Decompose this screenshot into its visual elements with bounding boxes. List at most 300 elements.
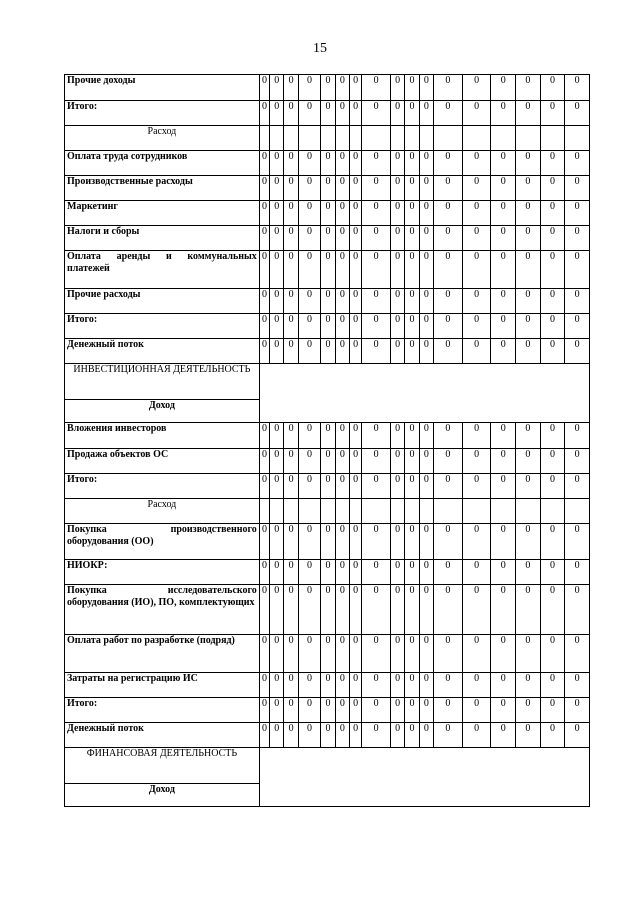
- value-cell: 0: [516, 524, 541, 560]
- value-cell: 0: [565, 314, 590, 339]
- value-cell: 0: [335, 339, 349, 364]
- table-row: [65, 449, 590, 474]
- value-cell: 0: [298, 524, 321, 560]
- value-cell: 0: [419, 474, 433, 499]
- empty-cell: [298, 499, 321, 524]
- value-cell: 0: [298, 423, 321, 449]
- value-cell: 0: [419, 75, 433, 101]
- value-cell: 0: [259, 289, 269, 314]
- value-cell: 0: [516, 423, 541, 449]
- value-cell: 0: [321, 449, 335, 474]
- value-cell: 0: [491, 201, 516, 226]
- section-title: ИНВЕСТИЦИОННАЯ ДЕЯТЕЛЬНОСТЬ: [65, 364, 260, 400]
- value-cell: 0: [419, 449, 433, 474]
- value-cell: 0: [362, 723, 391, 748]
- value-cell: 0: [349, 524, 361, 560]
- value-cell: 0: [565, 151, 590, 176]
- value-cell: 0: [419, 723, 433, 748]
- value-cell: 0: [419, 524, 433, 560]
- empty-cell: [270, 499, 284, 524]
- value-cell: 0: [405, 474, 419, 499]
- value-cell: 0: [516, 289, 541, 314]
- value-cell: 0: [321, 226, 335, 251]
- table-row: [65, 635, 590, 673]
- value-cell: 0: [462, 75, 491, 101]
- value-cell: 0: [259, 423, 269, 449]
- value-cell: 0: [321, 151, 335, 176]
- value-cell: 0: [462, 673, 491, 698]
- table-row: [65, 289, 590, 314]
- value-cell: 0: [434, 201, 463, 226]
- value-cell: 0: [390, 176, 404, 201]
- value-cell: 0: [516, 339, 541, 364]
- value-cell: 0: [462, 176, 491, 201]
- value-cell: 0: [540, 151, 565, 176]
- value-cell: 0: [405, 226, 419, 251]
- value-cell: 0: [405, 698, 419, 723]
- value-cell: 0: [270, 151, 284, 176]
- value-cell: 0: [540, 524, 565, 560]
- empty-cell: [419, 499, 433, 524]
- value-cell: 0: [491, 635, 516, 673]
- value-cell: 0: [298, 314, 321, 339]
- value-cell: 0: [349, 176, 361, 201]
- value-cell: 0: [540, 723, 565, 748]
- empty-cell: [349, 499, 361, 524]
- value-cell: 0: [362, 560, 391, 585]
- value-cell: 0: [405, 585, 419, 635]
- value-cell: 0: [298, 560, 321, 585]
- empty-cell: [462, 126, 491, 151]
- value-cell: 0: [349, 635, 361, 673]
- row-label: Итого:: [65, 314, 260, 339]
- value-cell: 0: [284, 723, 298, 748]
- empty-cell: [491, 499, 516, 524]
- value-cell: 0: [362, 524, 391, 560]
- value-cell: 0: [362, 75, 391, 101]
- value-cell: 0: [259, 635, 269, 673]
- empty-cell: [349, 126, 361, 151]
- empty-cell: [390, 126, 404, 151]
- table-row: [65, 75, 590, 101]
- value-cell: 0: [434, 339, 463, 364]
- value-cell: 0: [434, 75, 463, 101]
- value-cell: 0: [462, 423, 491, 449]
- value-cell: 0: [390, 423, 404, 449]
- value-cell: 0: [270, 251, 284, 289]
- table-row: [65, 101, 590, 126]
- empty-cell: [565, 126, 590, 151]
- value-cell: 0: [362, 635, 391, 673]
- table-row: [65, 126, 590, 151]
- value-cell: 0: [405, 289, 419, 314]
- value-cell: 0: [284, 101, 298, 126]
- value-cell: 0: [321, 723, 335, 748]
- value-cell: 0: [419, 226, 433, 251]
- value-cell: 0: [362, 251, 391, 289]
- subsection-title: Доход: [65, 784, 260, 807]
- value-cell: 0: [298, 723, 321, 748]
- value-cell: 0: [491, 226, 516, 251]
- value-cell: 0: [284, 698, 298, 723]
- value-cell: 0: [540, 560, 565, 585]
- value-cell: 0: [462, 560, 491, 585]
- value-cell: 0: [540, 101, 565, 126]
- value-cell: 0: [284, 289, 298, 314]
- value-cell: 0: [270, 585, 284, 635]
- value-cell: 0: [270, 698, 284, 723]
- table-row: [65, 560, 590, 585]
- value-cell: 0: [270, 314, 284, 339]
- row-label: Продажа объектов ОС: [65, 449, 260, 474]
- row-label: Налоги и сборы: [65, 226, 260, 251]
- value-cell: 0: [284, 673, 298, 698]
- value-cell: 0: [362, 449, 391, 474]
- value-cell: 0: [462, 101, 491, 126]
- value-cell: 0: [349, 201, 361, 226]
- value-cell: 0: [390, 75, 404, 101]
- value-cell: 0: [405, 560, 419, 585]
- value-cell: 0: [349, 251, 361, 289]
- value-cell: 0: [321, 251, 335, 289]
- value-cell: 0: [335, 314, 349, 339]
- value-cell: 0: [405, 201, 419, 226]
- value-cell: 0: [362, 289, 391, 314]
- value-cell: 0: [419, 201, 433, 226]
- table-row: [65, 201, 590, 226]
- value-cell: 0: [516, 226, 541, 251]
- value-cell: 0: [335, 101, 349, 126]
- value-cell: 0: [321, 698, 335, 723]
- value-cell: 0: [419, 289, 433, 314]
- value-cell: 0: [284, 524, 298, 560]
- value-cell: 0: [405, 151, 419, 176]
- empty-cell: [405, 126, 419, 151]
- value-cell: 0: [491, 560, 516, 585]
- value-cell: 0: [491, 251, 516, 289]
- empty-cell: [321, 126, 335, 151]
- value-cell: 0: [362, 151, 391, 176]
- table-row: [65, 748, 590, 784]
- empty-cell: [516, 126, 541, 151]
- value-cell: 0: [259, 449, 269, 474]
- group-heading: Расход: [65, 126, 260, 151]
- empty-cell: [298, 126, 321, 151]
- value-cell: 0: [565, 423, 590, 449]
- value-cell: 0: [462, 474, 491, 499]
- value-cell: 0: [540, 635, 565, 673]
- value-cell: 0: [349, 314, 361, 339]
- value-cell: 0: [434, 151, 463, 176]
- value-cell: 0: [284, 449, 298, 474]
- value-cell: 0: [259, 339, 269, 364]
- value-cell: 0: [335, 151, 349, 176]
- value-cell: 0: [491, 673, 516, 698]
- value-cell: 0: [419, 585, 433, 635]
- value-cell: 0: [516, 560, 541, 585]
- value-cell: 0: [540, 339, 565, 364]
- value-cell: 0: [405, 423, 419, 449]
- row-label: Оплата труда сотрудников: [65, 151, 260, 176]
- value-cell: 0: [405, 635, 419, 673]
- value-cell: 0: [335, 176, 349, 201]
- value-cell: 0: [462, 251, 491, 289]
- cash-flow-table: [64, 74, 590, 807]
- value-cell: 0: [405, 339, 419, 364]
- value-cell: 0: [270, 474, 284, 499]
- value-cell: 0: [335, 423, 349, 449]
- value-cell: 0: [434, 474, 463, 499]
- value-cell: 0: [321, 585, 335, 635]
- value-cell: 0: [419, 635, 433, 673]
- value-cell: 0: [321, 474, 335, 499]
- empty-cell: [284, 126, 298, 151]
- row-label: Итого:: [65, 698, 260, 723]
- subsection-title: Доход: [65, 400, 260, 423]
- value-cell: 0: [270, 339, 284, 364]
- value-cell: 0: [270, 560, 284, 585]
- value-cell: 0: [349, 673, 361, 698]
- value-cell: 0: [270, 101, 284, 126]
- value-cell: 0: [298, 289, 321, 314]
- value-cell: 0: [298, 176, 321, 201]
- value-cell: 0: [419, 251, 433, 289]
- value-cell: 0: [349, 289, 361, 314]
- value-cell: 0: [321, 524, 335, 560]
- value-cell: 0: [540, 176, 565, 201]
- value-cell: 0: [491, 524, 516, 560]
- table-row: [65, 226, 590, 251]
- value-cell: 0: [335, 560, 349, 585]
- value-cell: 0: [565, 474, 590, 499]
- value-cell: 0: [284, 635, 298, 673]
- value-cell: 0: [362, 673, 391, 698]
- value-cell: 0: [434, 698, 463, 723]
- table-row: [65, 176, 590, 201]
- value-cell: 0: [390, 314, 404, 339]
- value-cell: 0: [335, 698, 349, 723]
- value-cell: 0: [516, 474, 541, 499]
- value-cell: 0: [390, 289, 404, 314]
- value-cell: 0: [390, 201, 404, 226]
- value-cell: 0: [491, 723, 516, 748]
- value-cell: 0: [434, 635, 463, 673]
- table-row: [65, 339, 590, 364]
- value-cell: 0: [540, 201, 565, 226]
- value-cell: 0: [434, 176, 463, 201]
- value-cell: 0: [321, 423, 335, 449]
- value-cell: 0: [405, 524, 419, 560]
- value-cell: 0: [390, 723, 404, 748]
- value-cell: 0: [491, 176, 516, 201]
- page-number: 15: [313, 41, 327, 56]
- value-cell: 0: [349, 698, 361, 723]
- value-cell: 0: [565, 524, 590, 560]
- value-cell: 0: [390, 339, 404, 364]
- value-cell: 0: [259, 201, 269, 226]
- value-cell: 0: [362, 314, 391, 339]
- value-cell: 0: [259, 226, 269, 251]
- value-cell: 0: [434, 524, 463, 560]
- value-cell: 0: [516, 176, 541, 201]
- value-cell: 0: [335, 723, 349, 748]
- value-cell: 0: [259, 151, 269, 176]
- value-cell: 0: [540, 251, 565, 289]
- value-cell: 0: [259, 101, 269, 126]
- value-cell: 0: [270, 635, 284, 673]
- value-cell: 0: [270, 449, 284, 474]
- value-cell: 0: [259, 176, 269, 201]
- value-cell: 0: [419, 423, 433, 449]
- value-cell: 0: [462, 585, 491, 635]
- value-cell: 0: [565, 635, 590, 673]
- value-cell: 0: [349, 101, 361, 126]
- value-cell: 0: [335, 201, 349, 226]
- table-row: [65, 474, 590, 499]
- value-cell: 0: [349, 449, 361, 474]
- value-cell: 0: [462, 635, 491, 673]
- table-row: [65, 524, 590, 560]
- value-cell: 0: [335, 524, 349, 560]
- empty-cell: [491, 126, 516, 151]
- value-cell: 0: [390, 251, 404, 289]
- value-cell: 0: [284, 560, 298, 585]
- value-cell: 0: [270, 723, 284, 748]
- value-cell: 0: [540, 314, 565, 339]
- value-cell: 0: [298, 251, 321, 289]
- value-cell: 0: [259, 560, 269, 585]
- empty-cell: [434, 126, 463, 151]
- value-cell: 0: [284, 474, 298, 499]
- value-cell: 0: [270, 423, 284, 449]
- value-cell: 0: [321, 339, 335, 364]
- empty-cell: [270, 126, 284, 151]
- value-cell: 0: [321, 176, 335, 201]
- value-cell: 0: [491, 289, 516, 314]
- row-label: Оплата работ по разработке (подряд): [65, 635, 260, 673]
- empty-cell: [362, 126, 391, 151]
- value-cell: 0: [284, 201, 298, 226]
- table-row: [65, 585, 590, 635]
- value-cell: 0: [298, 698, 321, 723]
- section-title: ФИНАНСОВАЯ ДЕЯТЕЛЬНОСТЬ: [65, 748, 260, 784]
- value-cell: 0: [284, 339, 298, 364]
- value-cell: 0: [270, 226, 284, 251]
- value-cell: 0: [565, 698, 590, 723]
- row-label: Вложения инвесторов: [65, 423, 260, 449]
- value-cell: 0: [405, 176, 419, 201]
- value-cell: 0: [419, 176, 433, 201]
- value-cell: 0: [321, 560, 335, 585]
- value-cell: 0: [516, 314, 541, 339]
- value-cell: 0: [540, 673, 565, 698]
- value-cell: 0: [362, 698, 391, 723]
- empty-cell: [284, 499, 298, 524]
- value-cell: 0: [335, 251, 349, 289]
- value-cell: 0: [349, 585, 361, 635]
- value-cell: 0: [321, 289, 335, 314]
- value-cell: 0: [540, 698, 565, 723]
- value-cell: 0: [390, 585, 404, 635]
- merged-empty-cell: [259, 364, 589, 423]
- value-cell: 0: [491, 585, 516, 635]
- value-cell: 0: [284, 151, 298, 176]
- row-label: НИОКР:: [65, 560, 260, 585]
- value-cell: 0: [516, 723, 541, 748]
- empty-cell: [335, 499, 349, 524]
- value-cell: 0: [284, 585, 298, 635]
- table-row: [65, 423, 590, 449]
- value-cell: 0: [540, 289, 565, 314]
- value-cell: 0: [405, 314, 419, 339]
- value-cell: 0: [362, 585, 391, 635]
- empty-cell: [259, 126, 269, 151]
- value-cell: 0: [491, 698, 516, 723]
- value-cell: 0: [349, 151, 361, 176]
- value-cell: 0: [259, 585, 269, 635]
- value-cell: 0: [540, 75, 565, 101]
- value-cell: 0: [516, 201, 541, 226]
- empty-cell: [540, 499, 565, 524]
- value-cell: 0: [321, 314, 335, 339]
- value-cell: 0: [565, 723, 590, 748]
- value-cell: 0: [540, 226, 565, 251]
- empty-cell: [321, 499, 335, 524]
- value-cell: 0: [335, 585, 349, 635]
- value-cell: 0: [419, 339, 433, 364]
- value-cell: 0: [362, 176, 391, 201]
- value-cell: 0: [419, 673, 433, 698]
- value-cell: 0: [390, 698, 404, 723]
- value-cell: 0: [335, 474, 349, 499]
- value-cell: 0: [405, 723, 419, 748]
- value-cell: 0: [298, 585, 321, 635]
- value-cell: 0: [390, 226, 404, 251]
- empty-cell: [516, 499, 541, 524]
- value-cell: 0: [259, 673, 269, 698]
- value-cell: 0: [516, 585, 541, 635]
- value-cell: 0: [565, 673, 590, 698]
- value-cell: 0: [284, 251, 298, 289]
- value-cell: 0: [434, 673, 463, 698]
- value-cell: 0: [565, 585, 590, 635]
- value-cell: 0: [390, 151, 404, 176]
- value-cell: 0: [434, 723, 463, 748]
- value-cell: 0: [405, 251, 419, 289]
- value-cell: 0: [405, 101, 419, 126]
- value-cell: 0: [390, 524, 404, 560]
- value-cell: 0: [259, 251, 269, 289]
- table-row: [65, 673, 590, 698]
- value-cell: 0: [284, 226, 298, 251]
- value-cell: 0: [298, 101, 321, 126]
- value-cell: 0: [462, 314, 491, 339]
- value-cell: 0: [516, 673, 541, 698]
- value-cell: 0: [298, 201, 321, 226]
- value-cell: 0: [462, 449, 491, 474]
- value-cell: 0: [516, 449, 541, 474]
- value-cell: 0: [298, 339, 321, 364]
- value-cell: 0: [565, 339, 590, 364]
- value-cell: 0: [349, 226, 361, 251]
- empty-cell: [390, 499, 404, 524]
- empty-cell: [462, 499, 491, 524]
- value-cell: 0: [434, 289, 463, 314]
- value-cell: 0: [335, 75, 349, 101]
- value-cell: 0: [434, 560, 463, 585]
- value-cell: 0: [516, 151, 541, 176]
- value-cell: 0: [335, 449, 349, 474]
